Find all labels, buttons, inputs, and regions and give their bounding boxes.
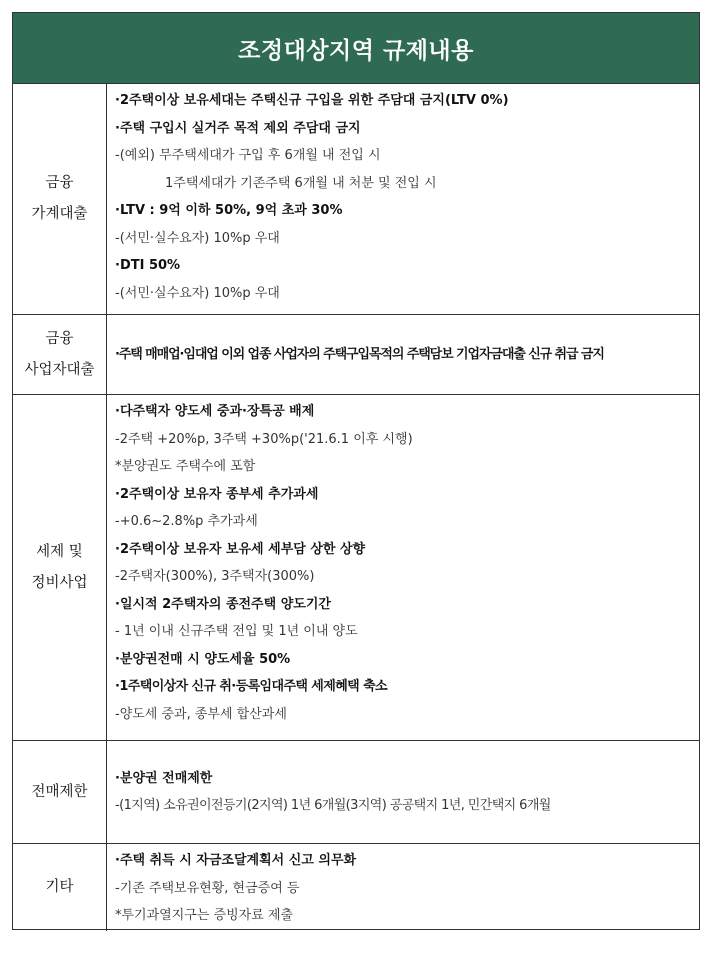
row-label-tax-redevelopment: [13, 395, 107, 740]
label-line: 가계대출: [31, 206, 88, 222]
bullet-item: ·2주택이상 보유자 보유세 세부담 상한 상향: [115, 541, 366, 557]
row-label-household-loan: [13, 84, 107, 314]
detail-item: 1주택세대가 기존주택 6개월 내 처분 및 전입 시: [165, 175, 437, 191]
row-content-resale-restriction: [107, 741, 699, 843]
row-content-household-loan: [107, 84, 699, 314]
row-content-business-loan: [107, 315, 699, 394]
row-label-resale-restriction: [13, 741, 107, 843]
detail-item: -(예외) 무주택세대가 구입 후 6개월 내 전입 시: [115, 148, 381, 163]
bullet-item: ·2주택이상 보유자 종부세 추가과세: [115, 486, 319, 502]
row-content-etc: [107, 844, 699, 931]
bullet-item: ·주택 취득 시 자금조달계획서 신고 의무화: [115, 853, 357, 868]
row-content-tax-redevelopment: [107, 395, 699, 740]
row-label-business-loan: [13, 315, 107, 394]
label-line: 사업자대출: [24, 361, 95, 378]
detail-item: -2주택 +20%p, 3주택 +30%p('21.6.1 이후 시행): [115, 431, 413, 447]
detail-item: -(서민·실수요자) 10%p 우대: [115, 285, 280, 301]
row-tax-redevelopment: [13, 395, 699, 741]
bullet-item: ·일시적 2주택자의 종전주택 양도기간: [115, 596, 331, 612]
bullet-item: ·분양권 전매제한: [115, 770, 213, 786]
bullet-item: ·2주택이상 보유세대는 주택신규 구입을 위한 주담대 금지(LTV 0%): [115, 93, 509, 108]
label-line: 기타: [45, 879, 74, 895]
label-line: 금융: [45, 330, 74, 347]
bullet-item: ·LTV : 9억 이하 50%, 9억 초과 30%: [115, 203, 343, 218]
row-label-etc: [13, 844, 107, 931]
row-etc: [13, 844, 699, 931]
detail-item: -기존 주택보유현황, 현금증여 등: [115, 880, 300, 896]
note-item: *투기과열지구는 증빙자료 제출: [115, 908, 294, 923]
row-resale-restriction: [13, 741, 699, 844]
note-item: *분양권도 주택수에 포함: [115, 459, 256, 474]
detail-item: -2주택자(300%), 3주택자(300%): [115, 569, 315, 584]
label-line: 세제 및: [36, 543, 83, 560]
table-title: 조정대상지역 규제내용: [13, 13, 699, 84]
detail-item: -+0.6~2.8%p 추가과세: [115, 514, 258, 529]
bullet-item: ·다주택자 양도세 중과·장특공 배제: [115, 404, 315, 419]
row-household-loan: [13, 84, 699, 315]
bullet-item: ·DTI 50%: [115, 258, 181, 273]
bullet-item: ·주택 구입시 실거주 목적 제외 주담대 금지: [115, 120, 361, 136]
detail-item: -(서민·실수요자) 10%p 우대: [115, 230, 280, 246]
bullet-item: ·주택 매매업·임대업 이외 업종 사업자의 주택구입목적의 주택담보 기업자금대출 신규 취급 금지: [115, 346, 604, 362]
label-line: 정비사업: [31, 574, 88, 591]
label-line: 전매제한: [31, 783, 88, 800]
row-business-loan: [13, 315, 699, 395]
detail-item: - 1년 이내 신규주택 전입 및 1년 이내 양도: [115, 624, 358, 639]
detail-item: -(1지역) 소유권이전등기(2지역) 1년 6개월(3지역) 공공택지 1년, 민간택지 6개월: [115, 798, 551, 813]
regulation-table: [12, 12, 700, 930]
label-line: 금융: [45, 175, 74, 191]
detail-item: -양도세 중과, 종부세 합산과세: [115, 706, 287, 722]
bullet-item: ·1주택이상자 신규 취·등록임대주택 세제혜택 축소: [115, 679, 387, 694]
bullet-item: ·분양권전매 시 양도세율 50%: [115, 651, 291, 667]
